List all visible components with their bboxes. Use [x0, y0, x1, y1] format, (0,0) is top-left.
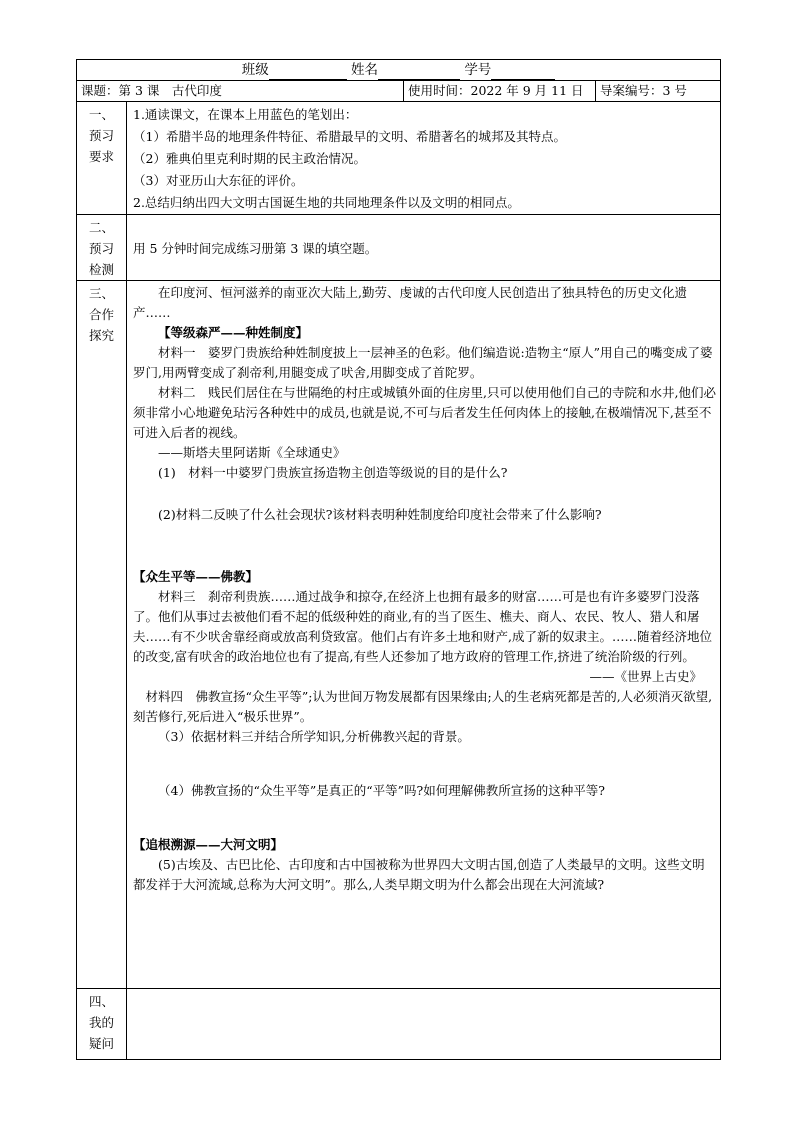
- class-blank[interactable]: [269, 64, 347, 80]
- section2-side: [77, 215, 127, 281]
- req-line: （1）希腊半岛的地理条件特征、希腊最早的文明、希腊著名的城邦及其特点。: [133, 129, 566, 144]
- heading-river: 【追根溯源——大河文明】: [133, 837, 284, 852]
- header-row: [77, 60, 721, 81]
- section4-title-b: 疑问: [88, 1036, 114, 1051]
- section4-content[interactable]: [127, 989, 721, 1060]
- material-2-source: ——斯塔夫里阿诺斯《全球通史》: [158, 445, 346, 460]
- section1-side: [77, 102, 127, 215]
- question-3: （3）依据材料三并结合所学知识,分析佛教兴起的背景。: [158, 729, 470, 744]
- question-4: （4）佛教宣扬的“众生平等”是真正的“平等”吗?如何理解佛教所宣扬的这种平等?: [158, 783, 605, 798]
- section2-number: 二、: [88, 220, 114, 235]
- section1-number: 一、: [88, 107, 114, 122]
- req-line: 1.通读课文，在课本上用蓝色的笔划出：: [133, 107, 358, 122]
- time-cell: 使用时间：2022 年 9 月 11 日: [404, 81, 596, 102]
- section2-content: [127, 215, 721, 281]
- section3-number: 三、: [88, 286, 114, 301]
- section4-title-a: 我的: [88, 1015, 114, 1030]
- req-line: 2.总结归纳出四大文明古国诞生地的共同地理条件以及文明的相同点。: [133, 195, 520, 210]
- section3-title-b: 探究: [88, 328, 114, 343]
- section1-title-a: 预习: [88, 128, 114, 143]
- heading-buddhism: 【众生平等——佛教】: [133, 569, 259, 584]
- section4-number: 四、: [88, 994, 114, 1009]
- section3-content: [127, 281, 721, 989]
- worksheet: [76, 59, 720, 1060]
- topic-cell: 课题：第 3 课 古代印度: [77, 81, 404, 102]
- section2-title-a: 预习: [88, 241, 114, 256]
- answer-space-3[interactable]: [133, 747, 716, 781]
- section3-title-a: 合作: [88, 307, 114, 322]
- section4-side: [77, 989, 127, 1060]
- code-cell: 导案编号：3 号: [596, 81, 721, 102]
- class-label: 班级: [241, 62, 269, 78]
- question-5: (5)古埃及、古巴比伦、古印度和古中国被称为世界四大文明古国,创造了人类最早的文明。这些文明都发祥于大河流域,总称为大河文明”。那么,人类早期文明为什么都会出现在大河流域?: [133, 857, 705, 892]
- section2-text: 用 5 分钟时间完成练习册第 3 课的填空题。: [133, 240, 378, 256]
- question-2: (2)材料二反映了什么社会现状?该材料表明种姓制度给印度社会带来了什么影响?: [158, 507, 602, 522]
- material-3: 材料三 刹帝利贵族……通过战争和掠夺,在经济上也拥有最多的财富……可是也有许多婆罗门没落了。他们从事过去被他们看不起的低级种姓的商业,有的当了医生、樵夫、商人、农民、牧人、猎人和屠夫……有不少吠舍靠经商或放高利贷致富。他们占有许多土地和财产,成了新的奴隶主。……随着经济地位的改变,富有吠舍的政治地位也有了提高,有些人还参加了地方政府的管理工作,挤进了统治阶级的行列。: [133, 589, 712, 664]
- answer-space-1[interactable]: [133, 483, 716, 505]
- name-label: 姓名: [351, 62, 379, 78]
- number-label: 学号: [464, 62, 492, 78]
- heading-caste: 【等级森严——种姓制度】: [158, 325, 309, 340]
- req-line: （3）对亚历山大东征的评价。: [133, 173, 304, 188]
- intro-text: 在印度河、恒河滋养的南亚次大陆上,勤劳、虔诚的古代印度人民创造出了独具特色的历史文化遗产……: [133, 285, 687, 320]
- material-4: 材料四 佛教宣扬“众生平等”;认为世间万物发展都有因果缘由;人的生老病死都是苦的,人必须消灭欲望,刻苦修行,死后进入“极乐世界”。: [133, 689, 713, 724]
- answer-space-2[interactable]: [133, 525, 716, 567]
- material-1: 材料一 婆罗门贵族给种姓制度披上一层神圣的色彩。他们编造说:造物主“原人”用自己的嘴变成了婆罗门,用两臂变成了刹帝利,用腿变成了吠舍,用脚变成了首陀罗。: [133, 345, 713, 380]
- section3-side: [77, 281, 127, 989]
- answer-space-4[interactable]: [133, 801, 716, 835]
- material-3-source: ——《世界上古史》: [589, 669, 703, 684]
- material-2: 材料二 贱民们居住在与世隔绝的村庄或城镇外面的住房里,只可以使用他们自己的寺院和水井,他们必须非常小心地避免玷污各种姓中的成员,也就是说,不可与后者发生任何肉体上的接触,在极端情况下,甚至不可进入后者的视线。: [133, 385, 716, 440]
- name-blank[interactable]: [378, 64, 460, 80]
- worksheet-table: [76, 59, 721, 1060]
- number-blank[interactable]: [491, 64, 555, 80]
- req-line: （2）雅典伯里克利时期的民主政治情况。: [133, 151, 366, 166]
- question-1: (1) 材料一中婆罗门贵族宣扬造物主创造等级说的目的是什么?: [158, 465, 508, 480]
- section2-title-b: 检测: [88, 262, 114, 277]
- section1-content: [127, 102, 721, 215]
- section1-title-b: 要求: [88, 149, 114, 164]
